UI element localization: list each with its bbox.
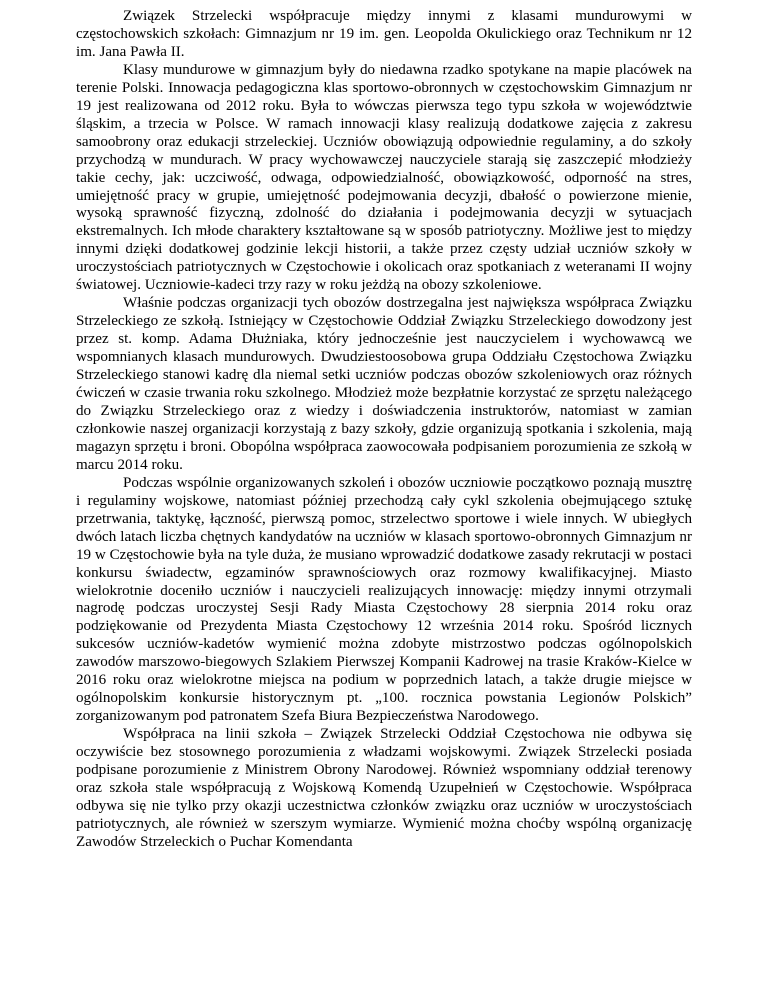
document-page xyxy=(76,8,692,852)
paragraph: Związek Strzelecki współpracuje między innymi z klasami mundurowymi w częstochowskich szkołach: Gimnazjum nr 19 im. gen. Leopolda Okulickiego oraz Technikum nr 12 im. Jana Pawła II. xyxy=(76,8,692,60)
paragraph: Właśnie podczas organizacji tych obozów dostrzegalna jest największa współpraca Związku Strzeleckiego ze szkołą. Istniejący w Częstochowie Oddział Związku Strzeleckiego dowodzony jest przez st. komp. Adama Dłużniaka, który jednocześnie jest nauczycielem i wychowawcą we wspomnianych klasach mundurowych. Dwudziestoosobowa grupa Oddziału Częstochowa Związku Strzeleckiego stanowi kadrę dla niemal setki uczniów podczas obozów szkoleniowych oraz różnych ćwiczeń w czasie trwania roku szkolnego. Młodzież może bezpłatnie korzystać ze sprzętu należącego do Związku Strzeleckiego oraz z wiedzy i doświadczenia instruktorów, natomiast w zamian członkowie naszej organizacji korzystają z bazy szkoły, gdzie organizują spotkania i szkolenia, mają magazyn sprzętu i broni. Obopólna współpraca zaowocowała podpisaniem porozumienia ze szkołą w marcu 2014 roku. xyxy=(76,295,692,473)
paragraph: Podczas wspólnie organizowanych szkoleń i obozów uczniowie początkowo poznają musztrę i regulaminy wojskowe, natomiast później przechodzą cały cykl szkolenia obejmującego sztukę przetrwania, taktykę, łączność, pierwszą pomoc, strzelectwo sportowe i wiele innych. W ubiegłych dwóch latach liczba chętnych kandydatów na uczniów w klasach sportowo-obronnych Gimnazjum nr 19 w Częstochowie była na tyle duża, że musiano wprowadzić dodatkowe zasady rekrutacji w postaci konkursu świadectw, egzaminów sprawnościowych oraz rozmowy kwalifikacyjnej. Miasto wielokrotnie doceniło uczniów i nauczycieli realizujących innowację: między innymi otrzymali nagrodę podczas uroczystej Sesji Rady Miasta Częstochowy 28 sierpnia 2014 roku oraz podziękowanie od Prezydenta Miasta Częstochowy 12 września 2014 roku. Spośród licznych sukcesów uczniów-kadetów wymienić można zdobyte mistrzostwo podczas ogólnopolskich zawodów marszowo-biegowych Szlakiem Pierwszej Kompanii Kadrowej na trasie Kraków-Kielce w 2016 roku oraz wielokrotne miejsca na podium w poprzednich latach, a także drugie miejsce w ogólnopolskim konkursie historycznym pt. „100. rocznica powstania Legionów Polskich” zorganizowanym pod patronatem Szefa Biura Bezpieczeństwa Narodowego. xyxy=(76,474,692,725)
paragraph: Współpraca na linii szkoła – Związek Strzelecki Oddział Częstochowa nie odbywa się oczywiście bez stosownego porozumienia z władzami wojskowymi. Związek Strzelecki posiada podpisane porozumienie z Ministrem Obrony Narodowej. Również wspomniany oddział terenowy oraz szkoła stale współpracują z Wojskową Komendą Uzupełnień w Częstochowie. Współpraca odbywa się nie tylko przy okazji uczestnictwa członków związku oraz uczniów w uroczystościach patriotycznych, ale również w szerszym wymiarze. Wymienić można choćby wspólną organizację Zawodów Strzeleckich o Puchar Komendanta xyxy=(76,726,692,850)
paragraph: Klasy mundurowe w gimnazjum były do niedawna rzadko spotykane na mapie placówek na terenie Polski. Innowacja pedagogiczna klas sportowo-obronnych w częstochowskim Gimnazjum nr 19 jest realizowana od 2012 roku. Była to wówczas pierwsza tego typu szkoła w województwie śląskim, a trzecia w Polsce. W ramach innowacji klasy realizują dodatkowe zajęcia z zakresu samoobrony oraz edukacji strzeleckiej. Uczniów obowiązują odpowiednie regulaminy, a do szkoły przychodzą w mundurach. W pracy wychowawczej nauczyciele starają się zaszczepić młodzieży takie cechy, jak: uczciwość, odwaga, odpowiedzialność, obowiązkowość, odporność na stres, umiejętność pracy w grupie, umiejętność podejmowania decyzji, dbałość o powierzone mienie, wysoką sprawność fizyczną, zdolność do działania i podejmowania decyzji w sytuacjach ekstremalnych. Ich młode charaktery kształtowane są w sposób patriotyczny. Możliwe jest to między innymi dzięki dodatkowej godzinie lekcji historii, a także przez częsty udział uczniów szkoły w uroczystościach patriotycznych w Częstochowie i okolicach oraz spotkaniach z weteranami II wojny światowej. Uczniowie-kadeci trzy razy w roku jeżdżą na obozy szkoleniowe. xyxy=(76,61,692,294)
